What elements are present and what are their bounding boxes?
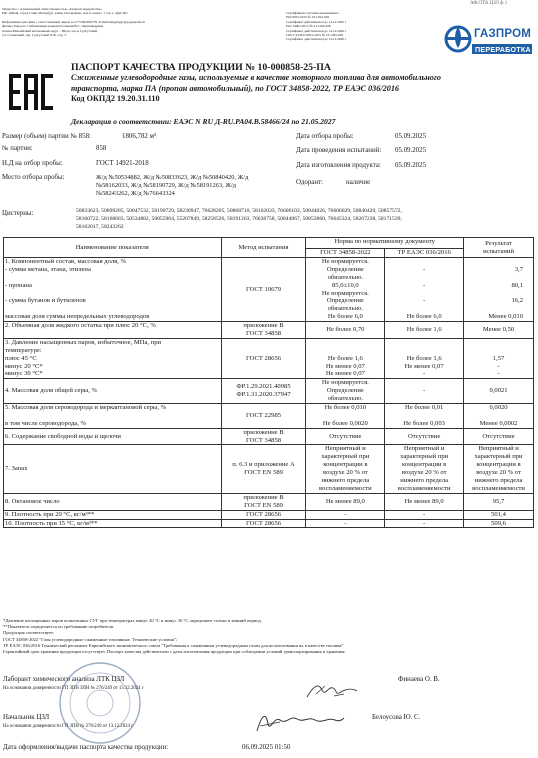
cell-line: Не нормируется.: [321, 379, 369, 387]
cell-line: [5, 274, 220, 282]
date-sampling-value: 05.09.2025: [395, 133, 427, 140]
eac-mark-icon: [8, 70, 54, 114]
row9-method: ГОСТ 28656: [221, 510, 306, 519]
cell-line: Определение: [326, 387, 364, 395]
table-row: [4, 428, 534, 445]
cell-line: 1,57: [492, 354, 505, 362]
row1-gost: [306, 258, 385, 322]
issue-date-value: 06.09.2025 01:50: [242, 744, 291, 751]
cell-line: 16,2: [511, 297, 523, 305]
cell-line: 3,7: [514, 265, 523, 273]
row8-result: 95,7: [464, 493, 534, 510]
cell-line: Не более 0,01: [405, 404, 444, 412]
form-code: АФ/ЛТК ЦЗЛ ф 1: [470, 1, 508, 6]
row10-name: 10. Плотность при 15 °С, кг/м³**: [4, 519, 222, 528]
row4-name: 4. Массовая доля общей серы, %: [4, 379, 222, 404]
cell-line: приложение В: [243, 428, 284, 436]
batch-info: [2, 133, 532, 233]
cell-line: нижнего предела: [400, 477, 449, 485]
nd-label: Н.Д на отбор пробы:: [2, 160, 63, 167]
cell-line: [465, 258, 523, 266]
date-production-label: Дата изготовления продукта:: [296, 162, 381, 169]
cell-line: приложение В: [243, 493, 284, 501]
row4-method: [221, 379, 306, 404]
row6-gost: Отсутствие: [306, 428, 385, 445]
declaration: Декларация о соответствии: ЕАЭС N RU Д-RU.PA04.B.58466/24 по 21.05.2027: [71, 117, 336, 126]
cell-line: [307, 339, 383, 347]
header-norm: Норма по нормативному документу: [306, 238, 464, 249]
row1-name: [4, 258, 222, 322]
row2-result: Менее 0,50: [464, 322, 534, 339]
cell-line: температуре:: [5, 346, 42, 354]
batch-number-label: № партии:: [2, 145, 33, 152]
passport-header: [71, 62, 536, 103]
odorant-label: Одорант:: [296, 179, 323, 186]
cell-line: Определение: [326, 297, 364, 305]
cell-line: Не более 0,0020: [322, 419, 368, 427]
row6-name: 6. Содержание свободной воды и щелочи: [4, 428, 222, 445]
cell-line: приложение В: [243, 322, 284, 330]
row9-tr: -: [385, 510, 464, 519]
row10-result: 509,6: [464, 519, 534, 528]
header-name: Наименование показателя: [4, 238, 222, 258]
date-sampling-label: Дата отбора пробы:: [296, 133, 354, 140]
cell-line: воспламеняемости: [397, 484, 451, 492]
header-tr: ТР ЕАЭС 036/2016: [385, 249, 464, 258]
cell-line: минус 20 °С*: [5, 362, 43, 370]
okpd-code: Код ОКПД2 19.20.31.110: [71, 94, 160, 103]
cell-line: -: [423, 297, 426, 305]
table-row: [4, 322, 534, 339]
cell-line: [465, 347, 532, 355]
cell-line: Не более 6,0: [327, 313, 363, 321]
cell-line: Неприятный и: [325, 445, 366, 453]
cert-line: Сертификаты системы менеджмента: [286, 11, 339, 15]
cell-line: обязательно.: [327, 305, 364, 313]
row10-gost: -: [306, 519, 385, 528]
issue-date-label: Дата оформления/выдачи паспорта качества продукции:: [3, 744, 169, 751]
table-row: [4, 379, 534, 404]
cell-line: плюс 45 °С: [5, 354, 37, 362]
row5-gost: [306, 404, 385, 429]
cell-line: ГОСТ 34858: [245, 436, 282, 444]
row1-method: ГОСТ 10679: [221, 258, 306, 322]
gazprom-logo: [444, 18, 534, 60]
row3-method: ГОСТ 28656: [221, 338, 306, 378]
cell-line: Менее 0,010: [488, 313, 523, 321]
table-row: [4, 338, 534, 378]
cell-line: [307, 347, 383, 355]
cell-line: концентрации в: [476, 461, 521, 469]
odorant-value: наличие: [346, 179, 371, 186]
row3-tr: [385, 338, 464, 378]
cell-line: -: [423, 265, 426, 273]
quality-table: [3, 237, 534, 528]
cell-line: нижнего предела: [321, 477, 370, 485]
table-header-row: [4, 238, 534, 249]
company-info: [2, 7, 232, 37]
company-line: Информация для связи с ответственным лицом тел:+73462936770, E-mail:ishp@sgk.gpp.gazprom.ru: [2, 19, 145, 24]
cell-line: воздухе 20 % от: [323, 469, 368, 477]
head-signature-icon: [254, 708, 346, 741]
cert-line: Сертификат действителен до 14.12.2026 г: [286, 28, 347, 33]
row7-gost: [306, 445, 385, 493]
date-production-value: 05.09.2025: [395, 162, 427, 169]
cert-line: Сертификат действителен до 14.12.2026 г: [286, 19, 347, 24]
place-value-line: Ж/д №50534882, Ж/д №50833623, Ж/д №50840420, Ж/д: [96, 174, 249, 181]
head-signatory-title: Начальник ЦЗЛ: [3, 714, 50, 721]
cell-line: - сумма метана, этана, этилена: [5, 265, 91, 273]
row6-method: [221, 428, 306, 445]
cell-line: п. 6.3 и приложение А: [232, 461, 295, 469]
header-result: [464, 238, 534, 258]
cell-line: Не менее 0,07: [404, 362, 444, 370]
place-label: Место отбора пробы:: [2, 174, 65, 181]
note-line: Продукция соответствует:: [3, 630, 55, 636]
cell-line: [307, 412, 383, 420]
cell-line: [386, 274, 462, 282]
cell-line: -: [497, 362, 500, 370]
row5-result: [464, 404, 534, 429]
cell-line: [465, 305, 523, 313]
batch-number-value: 858: [96, 145, 107, 152]
date-testing-label: Дата проведения испытаний:: [296, 147, 382, 154]
passport-subtitle-line2: транспорта, марка ПА (пропан автомобильный), по ГОСТ 34858-2022, ТР ЕАЭС 036/2016: [71, 83, 400, 93]
row9-result: 501,4: [464, 510, 534, 519]
cell-line: - пропана: [5, 281, 32, 289]
row3-result: [464, 338, 534, 378]
tanks-line: 50833623, 50899285, 50847532, 58190729, 58230947, 76628205, 50868710, 58162033, 76606102, 50844026, 76606029, 50840420, 50857572,: [76, 208, 402, 214]
cert-line: ISO 9001:2015 № 23.1294-026: [286, 15, 329, 20]
cell-line: [5, 305, 220, 313]
header-result-line: испытаний: [483, 247, 514, 255]
cell-line: воспламеняемости: [472, 484, 525, 492]
cell-line: в том числе сероводорода, %: [5, 419, 87, 427]
cell-line: 5. Массовая доля сероводорода и меркаптановой серы, %: [5, 404, 167, 412]
cell-line: [465, 274, 523, 282]
cell-line: ГОСТ EN 589: [244, 501, 283, 509]
cell-line: нижнего предела: [474, 477, 523, 485]
batch-size-value: 1806,782 м³: [122, 133, 156, 140]
cell-line: минус 30 °С*: [5, 370, 43, 378]
cell-line: ФР.1.29.2021.40985: [236, 383, 291, 391]
cell-line: Неприятный и: [403, 445, 445, 453]
cell-line: концентрации в: [402, 461, 447, 469]
cell-line: 3. Давление насыщенных паров, избыточное, МПа, при: [5, 338, 162, 346]
cell-line: [5, 290, 220, 298]
cell-line: ФР.1.31.2020.37947: [236, 391, 291, 399]
table-row: [4, 519, 534, 528]
cell-line: 0,0020: [489, 404, 508, 412]
table-row: [4, 493, 534, 510]
note-line: **Показатель определяется по требованию потребителя.: [3, 624, 115, 630]
row2-tr: Не более 1,6: [385, 322, 464, 339]
cell-line: [465, 412, 532, 420]
company-line: РФ, 194044, город Санкт-Петербург улица Смолячкова, дом 6, корпус 1 стр.1, офис 901: [2, 11, 128, 16]
row6-tr: Отсутствие: [385, 428, 464, 445]
notes-block: [3, 618, 535, 655]
row1-tr: [385, 258, 464, 322]
note-line: ГОСТ 34858-2022 "Газы углеводородные сжиженные топливные. Технические условия";: [3, 636, 178, 642]
tanks-label: Цистерны:: [2, 210, 34, 217]
lab-signature-icon: [304, 680, 359, 707]
cell-line: [465, 290, 523, 298]
cell-line: Не более 0,010: [324, 404, 367, 412]
header-gost: ГОСТ 34858-2022: [306, 249, 385, 258]
header-method: Метод испытания: [221, 238, 306, 258]
tanks-list: [76, 207, 532, 231]
cell-line: Не менее 0,07: [325, 370, 365, 378]
cell-line: [386, 412, 462, 420]
row3-name: [4, 338, 222, 378]
note-line: ТР ЕАЭС 036/2016 Технический регламент Евразийского экономического союза "Требования к сжиженным углеводородным газам для использования их в качестве топлива": [3, 642, 344, 648]
cell-line: 85,0±10,0: [331, 281, 359, 289]
cell-line: Не нормируется.: [321, 289, 369, 297]
cell-line: Менее 0,0002: [479, 419, 518, 427]
row2-method: [221, 322, 306, 339]
cell-line: Неприятный и: [478, 445, 519, 453]
cell-line: Определение: [326, 265, 364, 273]
cell-line: воздухе 20 % от: [401, 469, 447, 477]
cell-line: ГОСТ EN 589: [244, 469, 283, 477]
batch-size-label: Размер (объем) партии № 858:: [2, 133, 91, 140]
row10-tr: -: [385, 519, 464, 528]
head-signatory-name: Белоусова Ю. С.: [372, 714, 421, 721]
cell-line: 1. Компонентный состав, массовая доля, %: [5, 258, 126, 265]
cert-line: ISO 14001:2015 № 23.1294-026: [286, 24, 331, 29]
date-testing-value: 05.09.2025: [395, 147, 427, 154]
company-line: Общество с ограниченной ответственностью «Газпром переработка»: [2, 7, 103, 11]
row8-name: 8. Октановое число: [4, 493, 222, 510]
note-line: Гарантийный срок хранения продукции отсутствует. Паспорт качества действителен с даты изготовления продукции при соблюдении условий транспортирования и хранения.: [3, 649, 346, 655]
row9-gost: -: [306, 510, 385, 519]
place-value: [96, 174, 248, 198]
table-row: [4, 510, 534, 519]
tanks-line: 58162017, 58243262: [76, 224, 124, 230]
cell-line: Не менее 0,07: [325, 362, 365, 370]
cert-line: Сертификат действителен до 14.12.2026 г: [286, 37, 347, 42]
row7-result: [464, 445, 534, 493]
table-row: [4, 258, 534, 322]
company-line: Ханты-Мансийский автономный округ – Югра, м.р-н Сургутский,: [2, 28, 98, 33]
round-stamp-icon: [50, 655, 150, 755]
row5-tr: [385, 404, 464, 429]
cell-line: Не более 1,6: [406, 354, 442, 362]
cert-line: ГОСТ Р ИСО 9001-2015 № 23.1295-026: [286, 33, 344, 38]
row7-tr: [385, 445, 464, 493]
row4-tr: -: [385, 379, 464, 404]
cell-line: обязательно.: [327, 395, 364, 403]
gazprom-subline: ПЕРЕРАБОТКА: [475, 45, 531, 54]
cell-line: [386, 347, 462, 355]
row8-method: [221, 493, 306, 510]
cell-line: [386, 258, 462, 266]
cell-line: характерный при: [474, 453, 523, 461]
row6-result: Отсутствие: [464, 428, 534, 445]
cell-line: -: [423, 281, 426, 289]
cell-line: Не более 1,6: [327, 354, 363, 362]
certificates-info: [286, 11, 436, 42]
lab-signatory-name: Финаева О. В.: [398, 676, 440, 683]
company-line: филиал Завод по стабилизации конденсата имени В.С. Черномырдина: [2, 24, 104, 29]
table-row: [4, 445, 534, 493]
gazprom-wordmark: ГАЗПРОМ: [474, 28, 532, 40]
cell-line: Не более 6,0: [406, 313, 442, 321]
row3-gost: [306, 338, 385, 378]
passport-subtitle-line1: Сжиженные углеводородные газы, используемые в качестве моторного топлива для автомобильного: [71, 73, 442, 82]
place-value-line: №58243262, Ж/д №76643324: [96, 190, 175, 197]
cell-line: - сумма бутанов и бутиленов: [5, 297, 86, 305]
row4-result: 0,0021: [464, 379, 534, 404]
cell-line: [5, 412, 220, 420]
tanks-line: 58160722, 58168683, 50534882, 50855964, 55207849, 58258526, 58191263, 76638758, 50844067, 50853860, 76645324, 58267238, 58171539,: [76, 216, 402, 222]
cell-line: воздухе 20 % от: [476, 469, 521, 477]
row2-name: 2. Объемная доля жидкого остатка при плюс 20 °С, %: [4, 322, 222, 339]
company-line: г.п. Солнечный, тер. Сургутский ЗСК, сор. 3: [2, 33, 66, 38]
row1-result: [464, 258, 534, 322]
cell-line: обязательно.: [327, 273, 364, 281]
head-signatory-basis: На основании доверенности ГП ЗПН № 276/249 от 13.12.2024 г: [3, 724, 134, 729]
cell-line: 80,1: [511, 281, 523, 289]
cell-line: [386, 305, 462, 313]
cell-line: концентрации в: [323, 461, 368, 469]
row8-tr: Не менее 89,0: [385, 493, 464, 510]
cell-line: Не более 0,003: [403, 419, 445, 427]
row5-name: [4, 404, 222, 429]
header-result-line: Результат: [485, 239, 512, 247]
cell-line: -: [423, 370, 426, 378]
place-value-line: №58162033, Ж/д №58190729, Ж/д №58191263, Ж/д: [96, 182, 237, 189]
table-row: [4, 404, 534, 429]
row8-gost: Не менее 89,0: [306, 493, 385, 510]
cell-line: ГОСТ 34858: [245, 330, 282, 338]
row10-method: ГОСТ 28656: [221, 519, 306, 528]
cell-line: характерный при: [400, 453, 449, 461]
nd-value: ГОСТ 14921-2018: [96, 160, 149, 167]
cell-line: воспламеняемости: [318, 484, 372, 492]
cell-line: [386, 339, 462, 347]
row4-gost: [306, 379, 385, 404]
row5-method: ГОСТ 22985: [221, 404, 306, 429]
cell-line: [386, 290, 462, 298]
row9-name: 9. Плотность при 20 °С, кг/м³**: [4, 510, 222, 519]
row7-name: 7. Запах: [4, 445, 222, 493]
cell-line: [465, 339, 532, 347]
lab-signatory-basis: На основании доверенности ГП ЗПН ЗПН № 276/249 от 13.12.2024 г: [3, 686, 144, 691]
cell-line: характерный при: [321, 453, 370, 461]
passport-title: ПАСПОРТ КАЧЕСТВА ПРОДУКЦИИ № 10-000858-25-ПА: [71, 62, 331, 73]
note-line: *Давление насыщенных паров испытанных СУГ при температурах минус 20 °С и минус 30 °С определяют только в зимний период.: [3, 618, 262, 623]
cell-line: -: [497, 370, 500, 378]
row2-gost: Не более 0,70: [306, 322, 385, 339]
row7-method: [221, 445, 306, 493]
cell-line: массовая доля суммы непредельных углеводородов: [5, 313, 150, 321]
cell-line: Не нормируется.: [321, 258, 369, 265]
lab-signatory-title: Лаборант химического анализа ЛТК ЦЗЛ: [3, 676, 125, 683]
